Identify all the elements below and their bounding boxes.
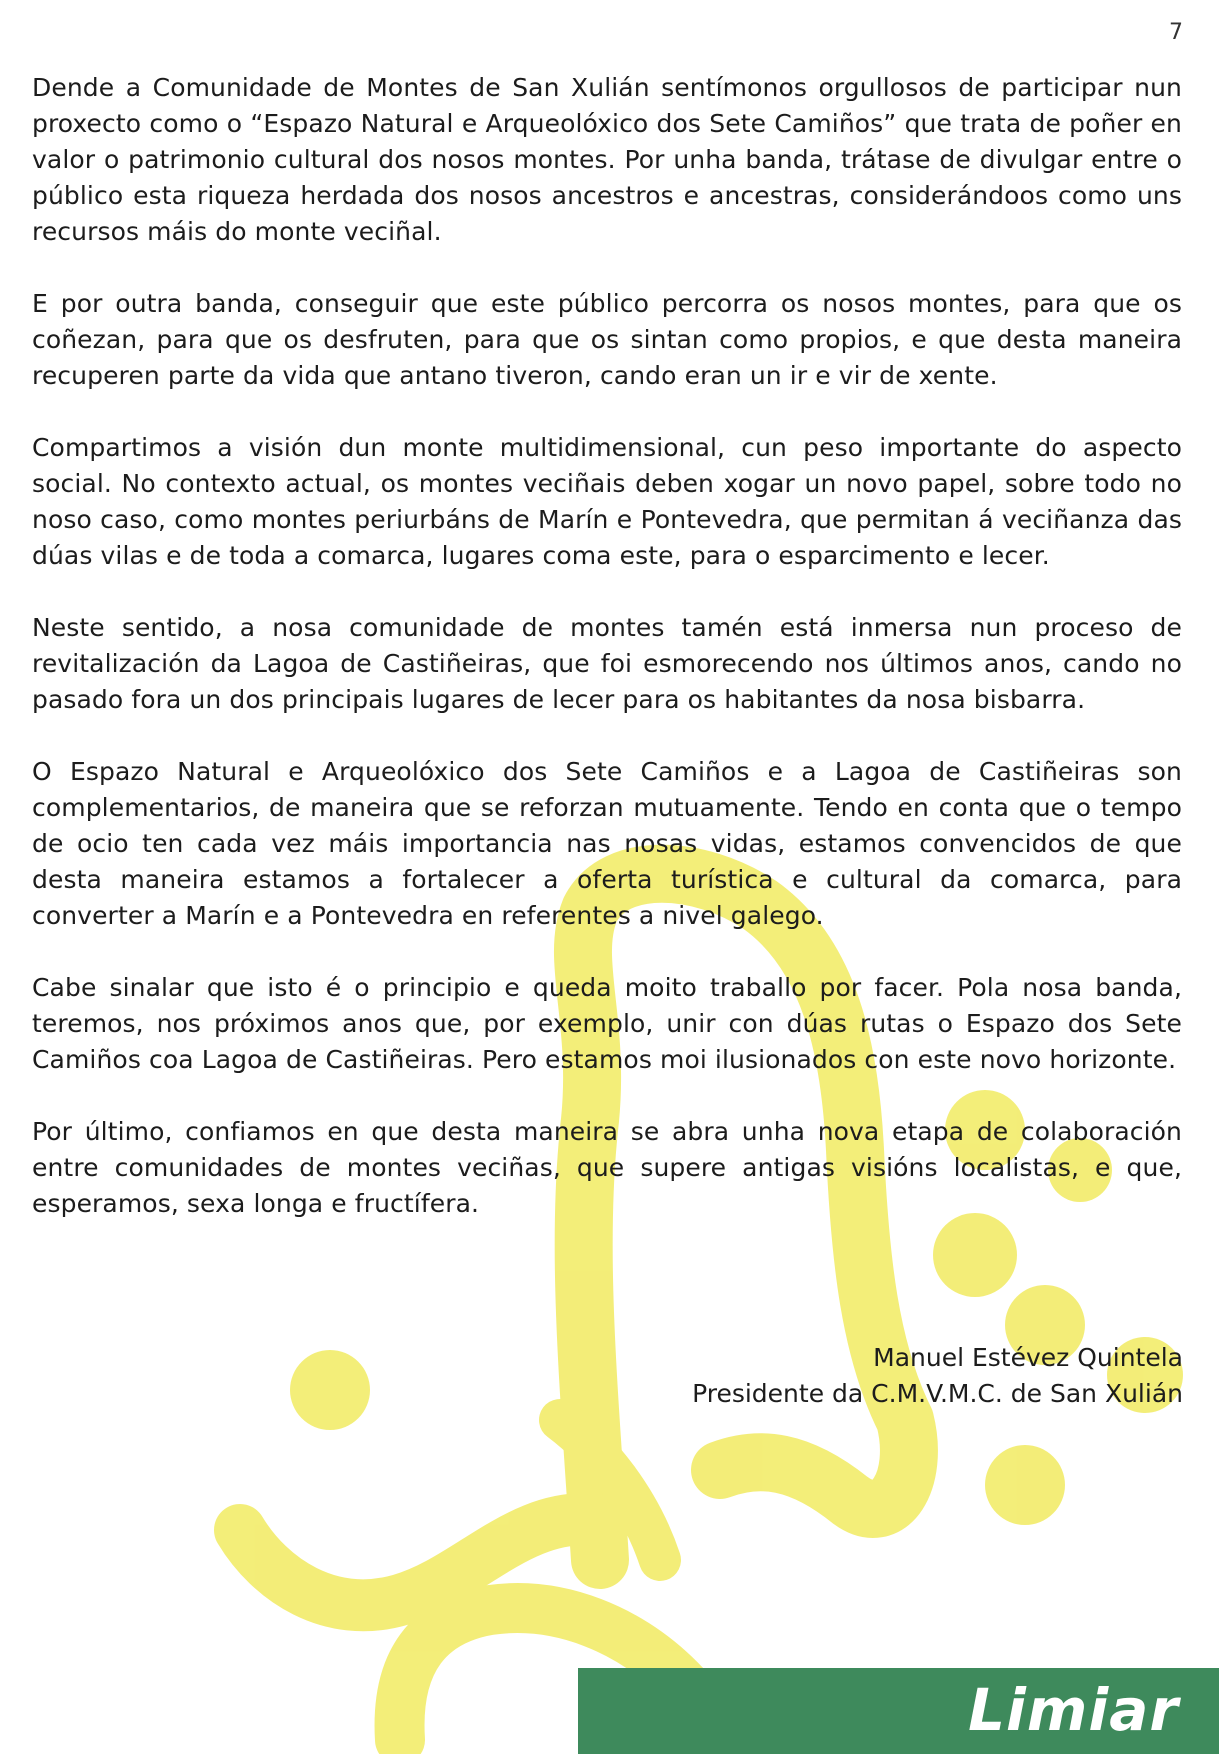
paragraph: Compartimos a visión dun monte multidimensional, cun peso importante do aspecto social. No contexto actual, os montes veciñais deben xogar un novo papel, sobre todo no noso caso, como montes periurbáns de Marín e Pontevedra, que permitan á veciñanza das dúas vilas e de toda a comarca, lugares coma este, para o esparcimento e lecer. xyxy=(32,433,1182,570)
signature-name: Manuel Estévez Quintela xyxy=(873,1343,1183,1372)
page-number: 7 xyxy=(1169,20,1183,45)
paragraph: Por último, confiamos en que desta maneira se abra unha nova etapa de colaboración entre comunidades de montes veciñas, que supere antigas visións localistas, e que, esperamos, sexa longa e fructífera. xyxy=(32,1117,1182,1218)
signature xyxy=(692,1340,1183,1412)
paragraph: E por outra banda, conseguir que este público percorra os nosos montes, para que os coñezan, para que os desfruten, para que os sintan como propios, e que desta maneira recuperen parte da vida que antano tiveron, cando eran un ir e vir de xente. xyxy=(32,289,1182,390)
paragraph: O Espazo Natural e Arqueolóxico dos Sete Camiños e a Lagoa de Castiñeiras son complementarios, de maneira que se reforzan mutuamente. Tendo en conta que o tempo de ocio ten cada vez máis importancia nas nosas vidas, estamos convencidos de que desta maneira estamos a fortalecer a oferta turística e cultural da comarca, para converter a Marín e a Pontevedra en referentes a nivel galego. xyxy=(32,757,1182,930)
paragraph: Neste sentido, a nosa comunidade de montes tamén está inmersa nun proceso de revitalización da Lagoa de Castiñeiras, que foi esmorecendo nos últimos anos, cando no pasado fora un dos principais lugares de lecer para os habitantes da nosa bisbarra. xyxy=(32,613,1182,714)
letter-body xyxy=(32,70,1182,1258)
section-band xyxy=(578,1668,1219,1754)
section-label: Limiar xyxy=(968,1676,1179,1744)
signature-role: Presidente da C.M.V.M.C. de San Xulián xyxy=(692,1379,1183,1408)
paragraph: Dende a Comunidade de Montes de San Xulián sentímonos orgullosos de participar nun proxecto como o “Espazo Natural e Arqueolóxico dos Sete Camiños” que trata de poñer en valor o patrimonio cultural dos nosos montes. Por unha banda, trátase de divulgar entre o público esta riqueza herdada dos nosos ancestros e ancestras, considerándoos como uns recursos máis do monte veciñal. xyxy=(32,73,1182,246)
paragraph: Cabe sinalar que isto é o principio e queda moito traballo por facer. Pola nosa banda, teremos, nos próximos anos que, por exemplo, unir con dúas rutas o Espazo dos Sete Camiños coa Lagoa de Castiñeiras. Pero estamos moi ilusionados con este novo horizonte. xyxy=(32,973,1182,1074)
